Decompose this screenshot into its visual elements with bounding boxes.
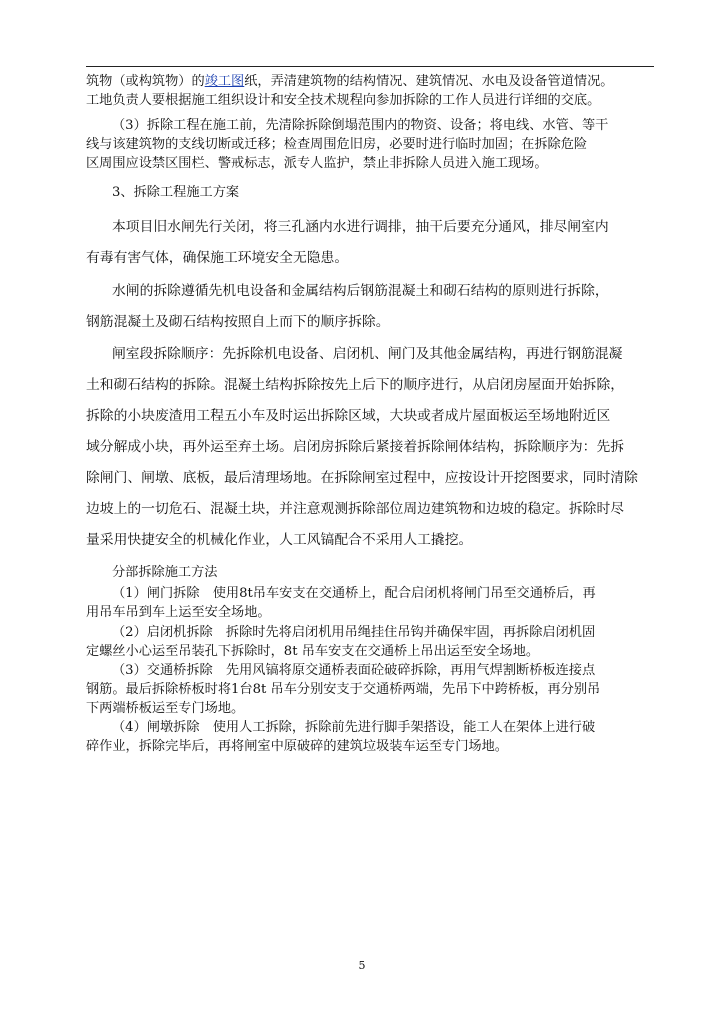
method-item-1: [86, 584, 682, 622]
intro-text-after-link: 纸，弄清建筑物的结构情况、建筑情况、水电及设备管道情况。: [244, 74, 614, 89]
completion-drawing-link[interactable]: 竣工图: [204, 74, 245, 89]
method-item-line: 定螺丝小心运至吊装孔下拆除时，8t 吊车安支在交通桥上吊出运至安全场地。: [86, 644, 540, 659]
paragraph-1: [86, 212, 682, 274]
method-item-line: 钢筋。最后拆除桥板时将1台8t 吊车分别安支于交通桥两端，先吊下中跨桥板，再分别吊: [86, 682, 601, 697]
paragraph-2: [86, 276, 682, 338]
intro-line-2: 工地负责人要根据施工组织设计和安全技术规程向参加拆除的工作人员进行详细的交底。: [86, 93, 601, 108]
paragraph-2-line: 水闸的拆除遵循先机电设备和金属结构后钢筋混凝土和砌石结构的原则进行拆除，: [112, 283, 609, 299]
method-item-line: （2）启闭机拆除 拆除时先将启闭机用吊绳挂住吊钩并确保牢固，再拆除启闭机固: [112, 625, 596, 640]
method-item-4: [86, 718, 682, 756]
item-3-paragraph: [86, 116, 682, 173]
header-rule: [86, 66, 654, 67]
section-heading: 3、拆除工程施工方案: [112, 185, 240, 200]
paragraph-2-line: 钢筋混凝土及砌石结构按照自上而下的顺序拆除。: [86, 314, 390, 330]
paragraph-3-line: 除闸门、闸墩、底板，最后清理场地。在拆除闸室过程中，应按设计开挖图要求，同时清除: [86, 470, 638, 486]
intro-text-before-link: 筑物（或构筑物）的: [86, 74, 205, 89]
method-item-line: 下两端桥板运至专门场地。: [86, 701, 245, 716]
paragraph-3-line: 边坡上的一切危石、混凝土块，并注意观测拆除部位周边建筑物和边坡的稳定。拆除时尽: [86, 501, 625, 517]
method-item-line: 用吊车吊到车上运至安全场地。: [86, 605, 271, 620]
paragraph-1-line: 本项目旧水闸先行关闭，将三孔涵内水进行调排，抽干后要充分通风，排尽闸室内: [112, 219, 609, 235]
method-item-line: 碎作业，拆除完毕后，再将闸室中原破碎的建筑垃圾装车运至专门场地。: [86, 739, 508, 754]
method-heading: 分部拆除施工方法: [112, 565, 218, 580]
page-number: 5: [358, 959, 366, 972]
item-3-line: 区周围应设禁区围栏、警戒标志，派专人监护，禁止非拆除人员进入施工现场。: [86, 156, 548, 171]
paragraph-3-line: 量采用快捷安全的机械化作业，人工风镐配合不采用人工撬挖。: [86, 532, 473, 548]
paragraph-3-line: 土和砌石结构的拆除。混凝土结构拆除按先上后下的顺序进行，从启闭房屋面开始拆除，: [86, 377, 625, 393]
method-item-3: [86, 661, 682, 718]
paragraph-1-line: 有毒有害气体，确保施工环境安全无隐患。: [86, 250, 349, 266]
intro-line-1: [86, 72, 656, 91]
paragraph-3-line: 拆除的小块废渣用工程五小车及时运出拆除区域，大块或者成片屋面板运至场地附近区: [86, 408, 611, 424]
paragraph-3-line: 闸室段拆除顺序：先拆除机电设备、启闭机、闸门及其他金属结构，再进行钢筋混凝: [112, 346, 623, 362]
method-item-2: [86, 623, 682, 661]
paragraph-3: [86, 339, 682, 556]
item-3-line: 线与该建筑物的支线切断或迁移；检查周围危旧房，必要时进行临时加固；在拆除危险: [86, 137, 588, 152]
item-3-line: （3）拆除工程在施工前，先清除拆除倒塌范围内的物资、设备；将电线、水管、等干: [112, 118, 609, 133]
intro-paragraph: [86, 72, 656, 110]
paragraph-3-line: 域分解成小块，再外运至弃土场。启闭房拆除后紧接着拆除闸体结构，拆除顺序为：先拆: [86, 439, 625, 455]
method-item-line: （4）闸墩拆除 使用人工拆除，拆除前先进行脚手架搭设，能工人在架体上进行破: [112, 720, 596, 735]
method-item-line: （1）闸门拆除 使用8t吊车安支在交通桥上，配合启闭机将闸门吊至交通桥后，再: [112, 586, 596, 601]
method-item-line: （3）交通桥拆除 先用风镐将原交通桥表面砼破碎拆除，再用气焊割断桥板连接点: [112, 663, 596, 678]
